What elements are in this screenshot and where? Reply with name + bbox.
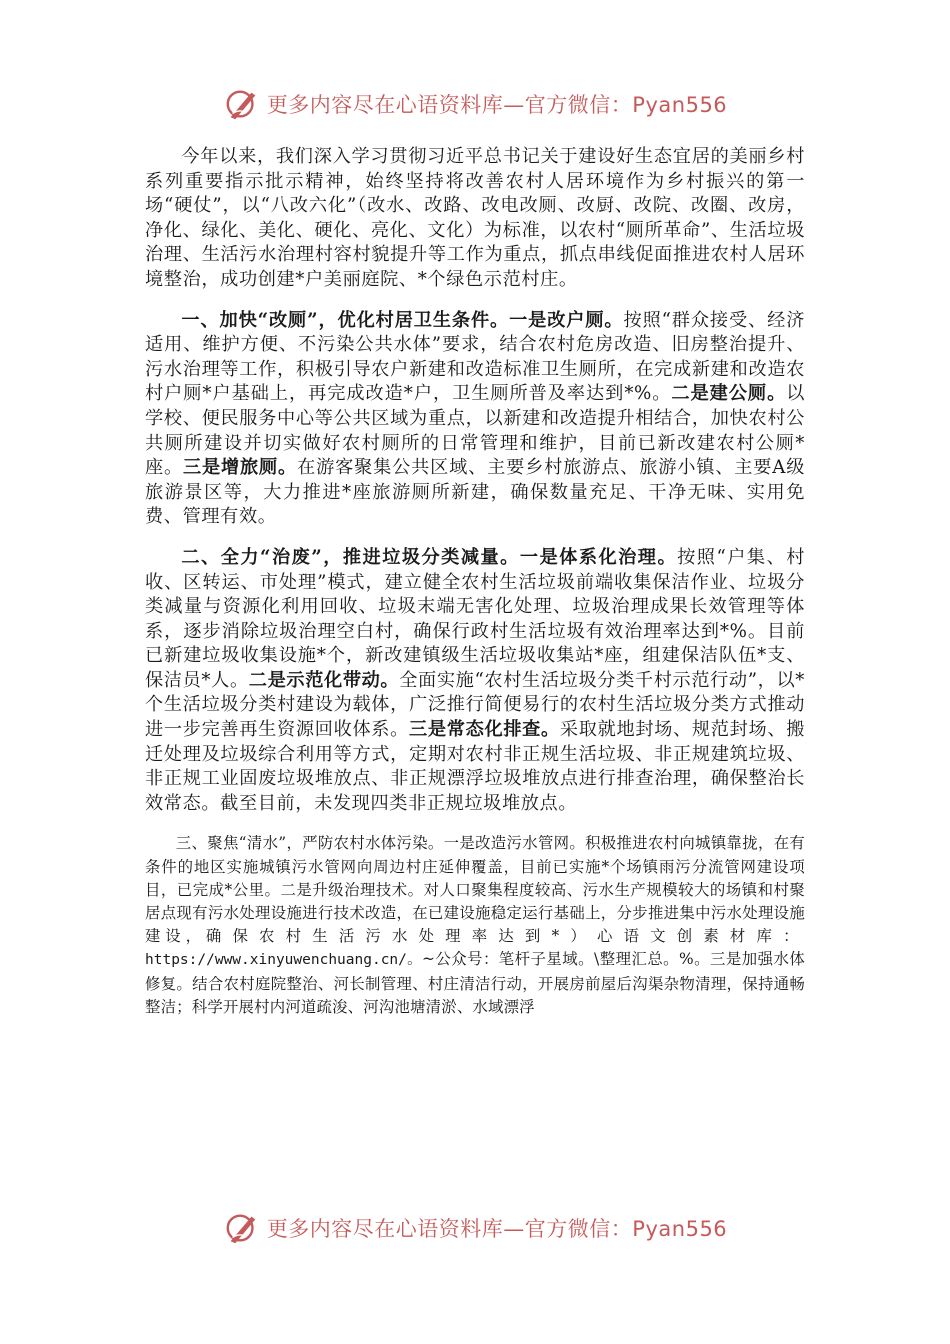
section-3-text-b: ~公众号：笔杆子星域。\整理汇总。%。三是加强水体修复。结合农村庭院整治、河长制管理、村庄清洁行动，开展房前屋后沟渠杂物清理，保持通畅整洁；科学开展村内河道疏浚、河沟池塘清淤、水域漂浮 [145,950,805,1016]
section-2-sub-1: 一是体系化治理。 [519,546,678,568]
pen-logo-icon [223,85,261,123]
banner-text: 更多内容尽在心语资料库—官方微信：Pyan556 [266,1217,728,1241]
pen-logo-icon [223,1209,261,1247]
section-1-text-3: 在游客聚集公共区域、主要乡村旅游点、旅游小镇、主要A级旅游景区等，大力推进*座旅游厕所新建，确保数量充足、干净无味、实用免费、管理有效。 [145,457,805,528]
section-3-text-a: 三、聚焦“清水”，严防农村水体污染。一是改造污水管网。积极推进农村向城镇靠拢，在有条件的地区实施城镇污水管网向周边村庄延伸覆盖，目前已实施*个场镇雨污分流管网建设项目，已完成*公里。二是升级治理技术。对人口聚集程度较高、污水生产规模较大的场镇和村聚居点现有污水处理设施进行技术改造，在已建设施稳定运行基础上，分步推进集中污水处理设施建设， [145,834,805,946]
document-body [145,145,805,1035]
section-1-sub-1: 一是改户厕。 [509,309,624,331]
section-2-heading: 二、全力“治废”，推进垃圾分类减量。 [181,546,520,568]
section-1-text-2: 以学校、便民服务中心等公共区域为重点，以新建和改造提升相结合，加快农村公共厕所建设并切实做好农村厕所的日常管理和维护，目前已新改建农村公厕*座。 [145,383,805,479]
section-2-paragraph [145,546,805,817]
section-3-paragraph [145,832,805,1019]
header-banner [0,84,950,124]
section-2-sub-3: 三是常态化排查。 [409,719,560,741]
footer-banner [0,1208,950,1248]
section-3-text-spaced: 确保农村生活污水处理率达到*）心语文创素材库： [205,927,805,946]
section-1-sub-3: 三是增旅厕。 [183,457,298,479]
section-2-text-1: 按照“户集、村收、区转运、市处理”模式，建立健全农村生活垃圾前端收集保洁作业、垃圾分类减量与资源化利用回收、垃圾末端无害化处理、垃圾治理成果长效管理等体系，逐步消除垃圾治理空白村，确保行政村生活垃圾有效治理率达到*%。目前已新建垃圾收集设施*个，新改建镇级生活垃圾收集站*座，组建保洁队伍*支、保洁员*人。 [145,546,806,691]
intro-paragraph: 今年以来，我们深入学习贯彻习近平总书记关于建设好生态宜居的美丽乡村系列重要指示批示精神，始终坚持将改善农村人居环境作为乡村振兴的第一场“硬仗”，以“八改六化”（改水、改路、改电改厕、改厨、改院、改圈、改房，净化、绿化、美化、硬化、亮化、文化）为标准，以农村“厕所革命”、生活垃圾治理、生活污水治理村容村貌提升等工作为重点，抓点串线促面推进农村人居环境整治，成功创建*户美丽庭院、*个绿色示范村庄。 [145,146,805,290]
section-1-sub-2: 二是建公厕。 [671,383,787,405]
section-2-sub-2: 二是示范化带动。 [248,669,400,691]
section-2-text-3: 采取就地封场、规范封场、搬迁处理及垃圾综合利用等方式，定期对农村非正规生活垃圾、非正规建筑垃圾、非正规工业固废垃圾堆放点、非正规漂浮垃圾堆放点进行排查治理，确保整治长效常态。截至目前，未发现四类非正规垃圾堆放点。 [145,719,805,814]
section-2-text-2: 全面实施“农村生活垃圾分类千村示范行动”，以*个生活垃圾分类村建设为载体，广泛推行简便易行的农村生活垃圾分类方式推动进一步完善再生资源回收体系。 [145,669,805,741]
banner-text: 更多内容尽在心语资料库—官方微信：Pyan556 [266,93,728,117]
section-1-paragraph [145,309,805,530]
section-1-text-1: 按照“群众接受、经济适用、维护方便、不污染公共水体”要求，结合农村危房改造、旧房整治提升、污水治理等工作，积极引导农户新建和改造标准卫生厕所，在完成新建和改造农村户厕*户基础上，再完成改造*户，卫生厕所普及率达到*%。 [145,309,805,405]
section-1-heading: 一、加快“改厕”，优化村居卫生条件。 [181,309,510,331]
source-url: https://www.xinyuwenchuang.cn/。 [145,952,422,969]
